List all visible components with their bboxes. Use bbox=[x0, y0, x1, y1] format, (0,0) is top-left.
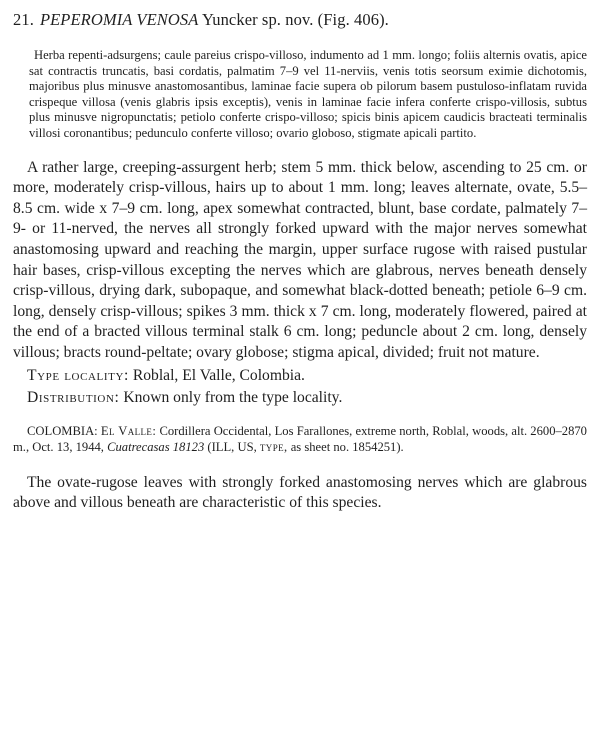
specimen-sheet: as sheet no. 1854251). bbox=[290, 439, 404, 454]
species-authority: Yuncker sp. nov. (Fig. 406). bbox=[202, 10, 389, 29]
type-locality-label: Type locality: bbox=[27, 366, 129, 384]
specimen-country: COLOMBIA: bbox=[27, 423, 98, 438]
specimen-herbaria: (ILL, US, bbox=[207, 439, 257, 454]
specimen-locality: Cordillera Occidental, Los Farallones, extreme north, Roblal, woods, alt. 2600–2870 m., Oct. 13, 1944, bbox=[13, 423, 587, 454]
type-locality-line bbox=[13, 366, 587, 387]
latin-description: Herba repenti-adsurgens; caule pareius crispo-villoso, indumento ad 1 mm. longo; foliis alternis ovatis, apice sat contractis truncatis, basi cordatis, palmatim 7–9 vel 11-nerviis, venis totis seorsum eximie dichotomis, majoribus plus minusve anastomosantibus, laminae facie supera ob pilorum basem pustuloso-inflatam ruvida crispeque villosa (venis glabris ipsis exceptis), venis in laminae facie infera conferte crispo-villosis, subtus plus minusve nigropunctatis; petiolo conferte crispo-villoso; spicis binis apicem caudicis bracteati terminalis villosi coronantibus; pedunculo conferte villoso; ovario globoso, stigmate apicali partito. bbox=[29, 48, 587, 140]
distribution-line bbox=[13, 388, 587, 409]
specimen-type-word: type, bbox=[259, 439, 288, 454]
document-page bbox=[13, 10, 587, 514]
species-heading bbox=[13, 10, 587, 30]
specimen-collector: Cuatrecasas 18123 bbox=[107, 439, 205, 454]
species-number: 21. bbox=[13, 10, 34, 29]
distribution-value: Known only from the type locality. bbox=[123, 389, 343, 407]
english-description: A rather large, creeping-assurgent herb; stem 5 mm. thick below, ascending to 25 cm. or more, moderately crisp-villous, hairs up to about 1 mm. long; leaves alternate, ovate, 5.5–8.5 cm. wide x 7–9 cm. long, apex somewhat contracted, blunt, base cordate, palmately 7–9- or 11-nerved, the nerves all strongly forked upward with the major nerves somewhat anastomosing upward and reaching the margin, upper surface rugose with raised pustular hair bases, crisp-villous excepting the nerves which are glabrous, nerves beneath densely crisp-villous, drying dark, subopaque, and somewhat black-dotted beneath; petiole 6–9 cm. long, densely crisp-villous; spikes 3 mm. thick x 7 cm. long, moderately flowered, paired at the end of a bracted villous terminal stalk 6 cm. long; peduncle about 2 cm. long, densely villous; bracts round-peltate; ovary globose; stigma apical, divided; fruit not mature. bbox=[13, 158, 587, 361]
species-name: PEPEROMIA VENOSA bbox=[39, 10, 199, 29]
specimen-citation bbox=[13, 423, 587, 455]
distribution-label: Distribution: bbox=[27, 389, 120, 407]
type-locality-value: Roblal, El Valle, Colombia. bbox=[132, 366, 305, 384]
specimen-department: El Valle: bbox=[100, 423, 157, 438]
diagnostic-note: The ovate-rugose leaves with strongly forked anastomosing nerves which are glabrous above and villous beneath are characteristic of this species. bbox=[13, 473, 587, 512]
